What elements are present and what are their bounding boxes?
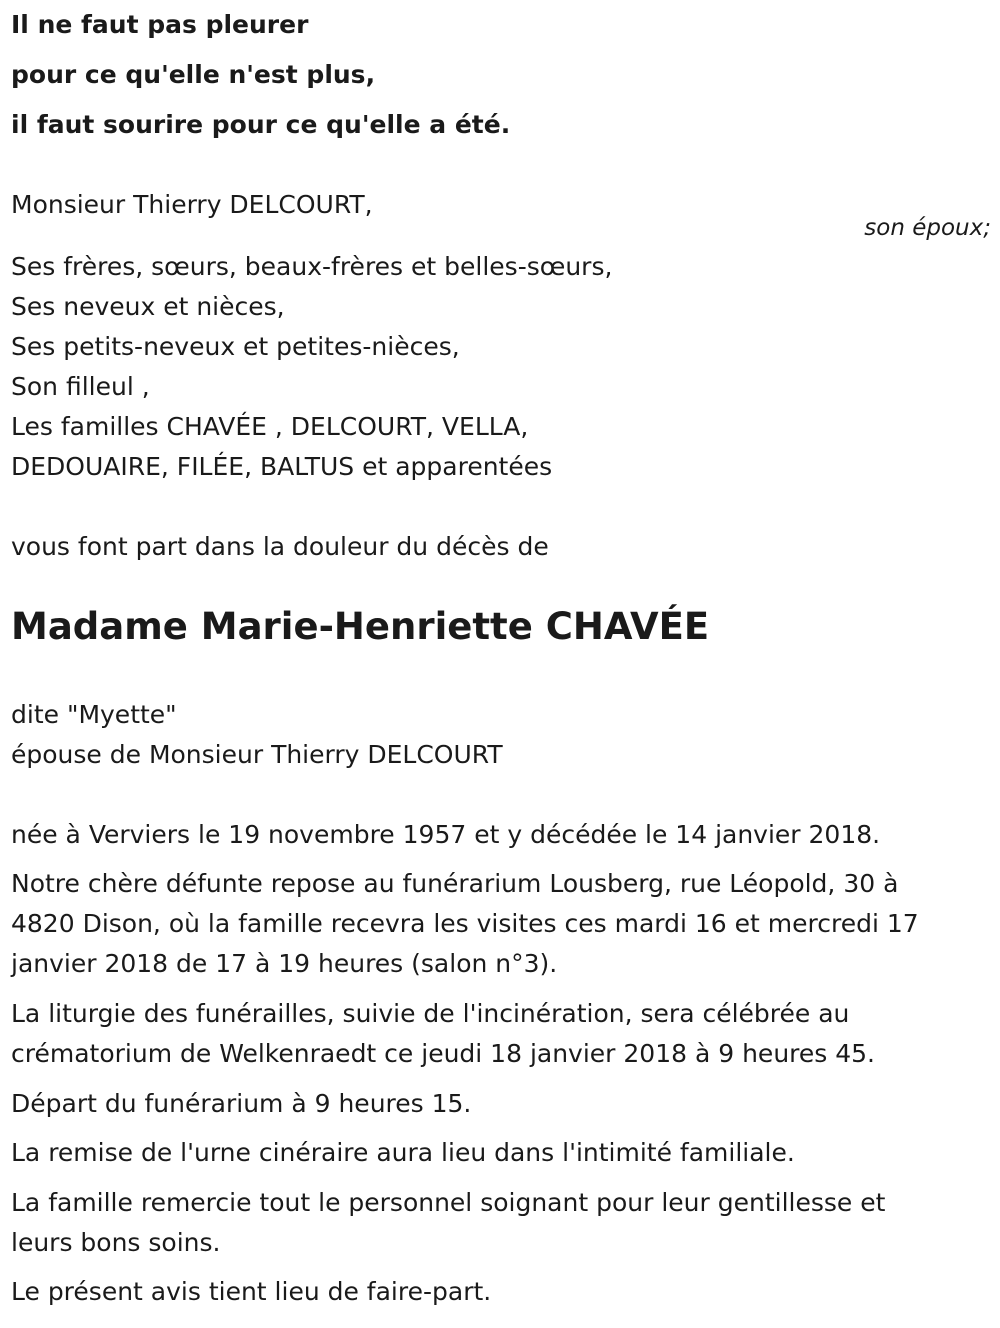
epigraph-line-1: Il ne faut pas pleurer <box>11 10 309 39</box>
family-line-1: Ses frères, sœurs, beaux-frères et belles-sœurs, <box>11 252 613 281</box>
departure-line: Départ du funérarium à 9 heures 15. <box>11 1089 472 1118</box>
epigraph-line-2: pour ce qu'elle n'est plus, <box>11 60 376 89</box>
urn-line: La remise de l'urne cinéraire aura lieu dans l'intimité familiale. <box>11 1138 795 1167</box>
deceased-name: Madame Marie-Henriette CHAVÉE <box>11 605 710 648</box>
notice-line: Le présent avis tient lieu de faire-part. <box>11 1277 492 1306</box>
rest-line-1: Notre chère défunte repose au funérarium Lousberg, rue Léopold, 30 à <box>11 869 899 898</box>
spouse-name: Monsieur Thierry DELCOURT, <box>11 190 373 219</box>
liturgy-line-2: crématorium de Welkenraedt ce jeudi 18 janvier 2018 à 9 heures 45. <box>11 1039 876 1068</box>
announcement: vous font part dans la douleur du décès de <box>11 532 549 561</box>
family-line-5: Les familles CHAVÉE , DELCOURT, VELLA, <box>11 412 529 441</box>
deceased-nickname: dite "Myette" <box>11 700 177 729</box>
family-line-2: Ses neveux et nièces, <box>11 292 285 321</box>
liturgy-line-1: La liturgie des funérailles, suivie de l'incinération, sera célébrée au <box>11 999 850 1028</box>
spouse-role: son époux; <box>864 215 991 241</box>
family-line-4: Son filleul , <box>11 372 150 401</box>
rest-line-2: 4820 Dison, où la famille recevra les visites ces mardi 16 et mercredi 17 <box>11 909 919 938</box>
thanks-line-2: leurs bons soins. <box>11 1228 221 1257</box>
rest-line-3: janvier 2018 de 17 à 19 heures (salon n°3). <box>11 949 558 978</box>
birth-death-line: née à Verviers le 19 novembre 1957 et y décédée le 14 janvier 2018. <box>11 820 881 849</box>
deceased-spouse-line: épouse de Monsieur Thierry DELCOURT <box>11 740 503 769</box>
family-line-3: Ses petits-neveux et petites-nièces, <box>11 332 460 361</box>
epigraph-line-3: il faut sourire pour ce qu'elle a été. <box>11 110 511 139</box>
thanks-line-1: La famille remercie tout le personnel soignant pour leur gentillesse et <box>11 1188 886 1217</box>
family-line-6: DEDOUAIRE, FILÉE, BALTUS et apparentées <box>11 452 553 481</box>
